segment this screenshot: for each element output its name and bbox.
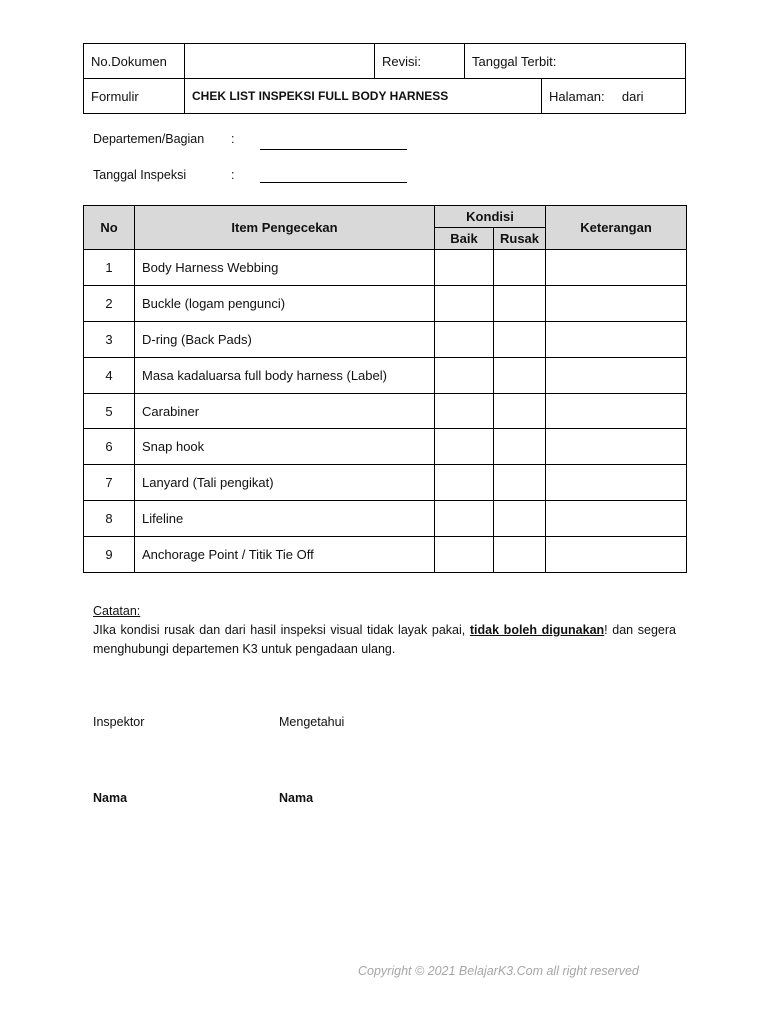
row-baik-cell[interactable]	[435, 537, 494, 573]
row-baik-cell[interactable]	[435, 429, 494, 465]
row-number: 3	[84, 321, 135, 357]
row-item: D-ring (Back Pads)	[135, 321, 435, 357]
row-baik-cell[interactable]	[435, 501, 494, 537]
no-dokumen-value	[185, 44, 375, 79]
row-number: 9	[84, 537, 135, 573]
column-header-no: No	[84, 206, 135, 250]
copyright-text: Copyright © 2021 BelajarK3.Com all right reserved	[358, 964, 639, 978]
row-rusak-cell[interactable]	[494, 357, 546, 393]
table-row	[84, 250, 687, 286]
table-row	[84, 393, 687, 429]
row-keterangan-cell[interactable]	[546, 321, 687, 357]
row-item: Snap hook	[135, 429, 435, 465]
notes-heading: Catatan:	[93, 604, 141, 618]
row-rusak-cell[interactable]	[494, 321, 546, 357]
row-keterangan-cell[interactable]	[546, 285, 687, 321]
dari-label: dari	[621, 88, 644, 104]
notes-text	[93, 621, 676, 659]
column-header-kondisi: Kondisi	[435, 206, 546, 228]
row-rusak-cell[interactable]	[494, 501, 546, 537]
row-item: Anchorage Point / Titik Tie Off	[135, 537, 435, 573]
row-number: 4	[84, 357, 135, 393]
tanggal-inspeksi-label: Tanggal Inspeksi	[93, 168, 187, 182]
row-baik-cell[interactable]	[435, 250, 494, 286]
table-row	[84, 501, 687, 537]
row-number: 6	[84, 429, 135, 465]
row-baik-cell[interactable]	[435, 393, 494, 429]
row-item: Buckle (logam pengunci)	[135, 285, 435, 321]
table-row	[84, 285, 687, 321]
checklist-table	[83, 205, 687, 573]
row-rusak-cell[interactable]	[494, 465, 546, 501]
halaman-label: Halaman:	[549, 88, 605, 104]
row-number: 8	[84, 501, 135, 537]
column-header-keterangan: Keterangan	[546, 206, 687, 250]
row-keterangan-cell[interactable]	[546, 357, 687, 393]
row-item: Masa kadaluarsa full body harness (Label)	[135, 357, 435, 393]
revisi-label: Revisi:	[375, 44, 465, 79]
notes-text-after: ! dan segera menghubungi departemen K3 untuk pengadaan ulang.	[93, 623, 676, 656]
column-header-baik: Baik	[435, 228, 494, 250]
departemen-colon: :	[231, 132, 235, 146]
mengetahui-label: Mengetahui	[279, 715, 345, 729]
row-baik-cell[interactable]	[435, 357, 494, 393]
inspektor-label: Inspektor	[93, 715, 145, 729]
row-keterangan-cell[interactable]	[546, 501, 687, 537]
column-header-rusak: Rusak	[494, 228, 546, 250]
row-item: Lanyard (Tali pengikat)	[135, 465, 435, 501]
row-item: Body Harness Webbing	[135, 250, 435, 286]
formulir-label: Formulir	[84, 79, 185, 114]
row-rusak-cell[interactable]	[494, 285, 546, 321]
tanggal-inspeksi-colon: :	[231, 168, 235, 182]
departemen-input-line	[260, 149, 407, 150]
halaman-cell	[542, 79, 686, 114]
table-row	[84, 429, 687, 465]
table-row	[84, 537, 687, 573]
row-keterangan-cell[interactable]	[546, 393, 687, 429]
row-number: 5	[84, 393, 135, 429]
notes-text-before: JIka kondisi rusak dan dari hasil inspeksi visual tidak layak pakai,	[93, 623, 470, 637]
nama-right-label: Nama	[279, 791, 314, 805]
row-item: Lifeline	[135, 501, 435, 537]
nama-left-label: Nama	[93, 791, 128, 805]
row-baik-cell[interactable]	[435, 465, 494, 501]
row-rusak-cell[interactable]	[494, 537, 546, 573]
row-rusak-cell[interactable]	[494, 393, 546, 429]
row-number: 1	[84, 250, 135, 286]
row-keterangan-cell[interactable]	[546, 429, 687, 465]
row-baik-cell[interactable]	[435, 285, 494, 321]
row-number: 2	[84, 285, 135, 321]
table-row	[84, 357, 687, 393]
row-rusak-cell[interactable]	[494, 429, 546, 465]
tanggal-inspeksi-input-line	[260, 182, 407, 183]
table-row	[84, 321, 687, 357]
row-keterangan-cell[interactable]	[546, 250, 687, 286]
column-header-item: Item Pengecekan	[135, 206, 435, 250]
row-number: 7	[84, 465, 135, 501]
departemen-label: Departemen/Bagian	[93, 132, 205, 146]
document-header-table	[83, 43, 686, 114]
form-title: CHEK LIST INSPEKSI FULL BODY HARNESS	[185, 79, 542, 114]
row-keterangan-cell[interactable]	[546, 537, 687, 573]
no-dokumen-label: No.Dokumen	[84, 44, 185, 79]
tanggal-terbit-label: Tanggal Terbit:	[465, 44, 686, 79]
row-keterangan-cell[interactable]	[546, 465, 687, 501]
table-row	[84, 465, 687, 501]
row-baik-cell[interactable]	[435, 321, 494, 357]
notes-emphasis: tidak boleh digunakan	[469, 623, 605, 637]
row-rusak-cell[interactable]	[494, 250, 546, 286]
row-item: Carabiner	[135, 393, 435, 429]
